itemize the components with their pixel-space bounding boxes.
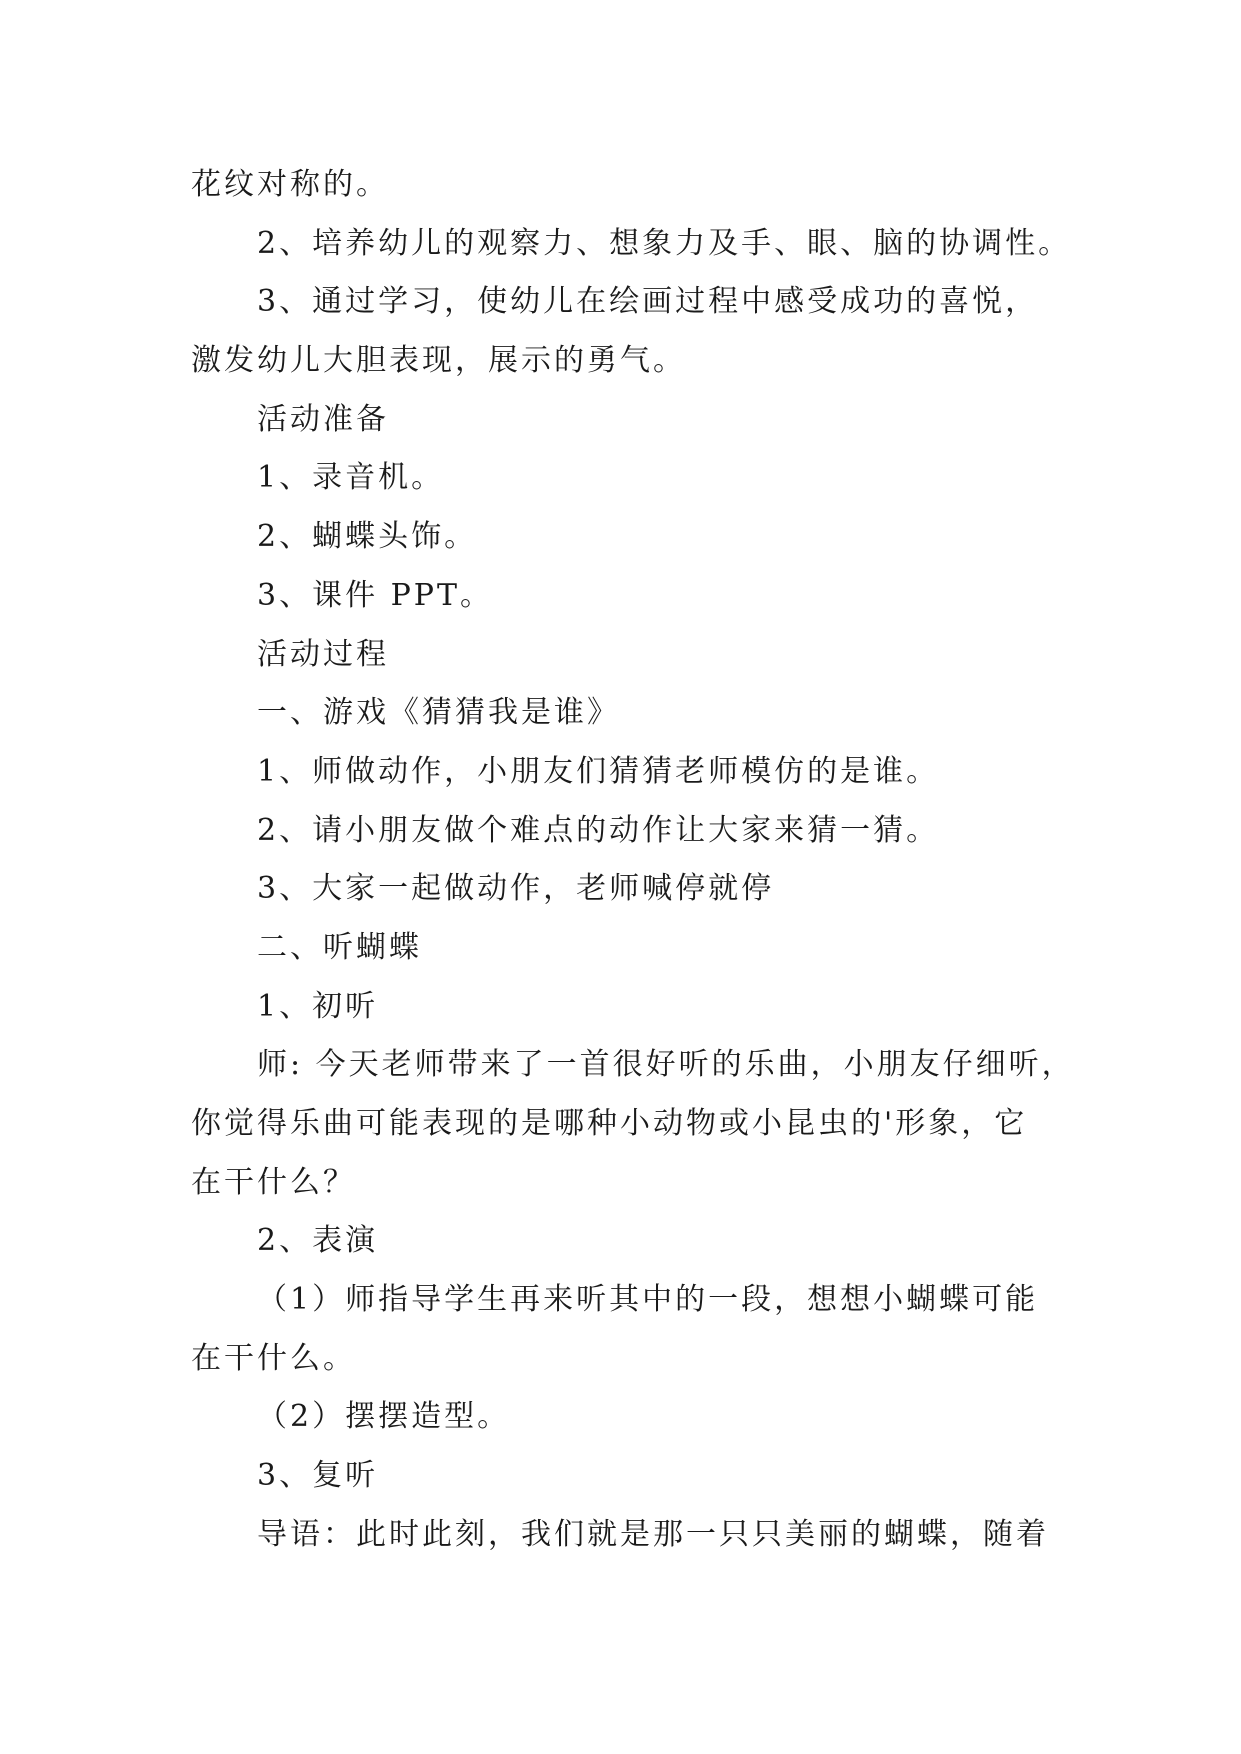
step-heading: 二、听蝴蝶: [257, 929, 422, 965]
objective-item: 2、培养幼儿的观察力、想象力及手、眼、脑的协调性。: [257, 225, 1072, 261]
preparation-item: 3、课件 PPT。: [257, 577, 494, 613]
step-heading: 一、游戏《猜猜我是谁》: [257, 695, 620, 731]
text-line: 激发幼儿大胆表现，展示的勇气。: [191, 343, 686, 379]
objective-item: 3、通过学习，使幼儿在绘画过程中感受成功的喜悦，: [257, 284, 1039, 320]
paragraph-line: 导语：此时此刻，我们就是那一只只美丽的蝴蝶，随着: [257, 1516, 1049, 1552]
step-item: 3、复听: [257, 1458, 379, 1494]
paragraph-line: 师: 今天老师带来了一首很好听的乐曲，小朋友仔细听，: [257, 1047, 1075, 1083]
paragraph-line: （1）师指导学生再来听其中的一段，想想小蝴蝶可能: [257, 1282, 1039, 1318]
step-item: 2、表演: [257, 1223, 379, 1259]
step-item: 3、大家一起做动作，老师喊停就停: [257, 871, 775, 907]
paragraph-line: 你觉得乐曲可能表现的是哪种小动物或小昆虫的'形象，它: [191, 1106, 1028, 1141]
text-line: 花纹对称的。: [191, 167, 389, 202]
preparation-item: 1、录音机。: [257, 460, 445, 496]
paragraph-line: 在干什么。: [191, 1340, 356, 1376]
section-heading: 活动过程: [257, 636, 389, 672]
step-item: 1、初听: [257, 988, 379, 1024]
paragraph-line: 在干什么？: [191, 1164, 356, 1200]
preparation-item: 2、蝴蝶头饰。: [257, 519, 478, 555]
step-item: 2、请小朋友做个难点的动作让大家来猜一猜。: [257, 812, 940, 848]
paragraph-line: （2）摆摆造型。: [257, 1399, 511, 1435]
step-item: 1、师做动作，小朋友们猜猜老师模仿的是谁。: [257, 753, 940, 789]
section-heading: 活动准备: [257, 401, 389, 437]
